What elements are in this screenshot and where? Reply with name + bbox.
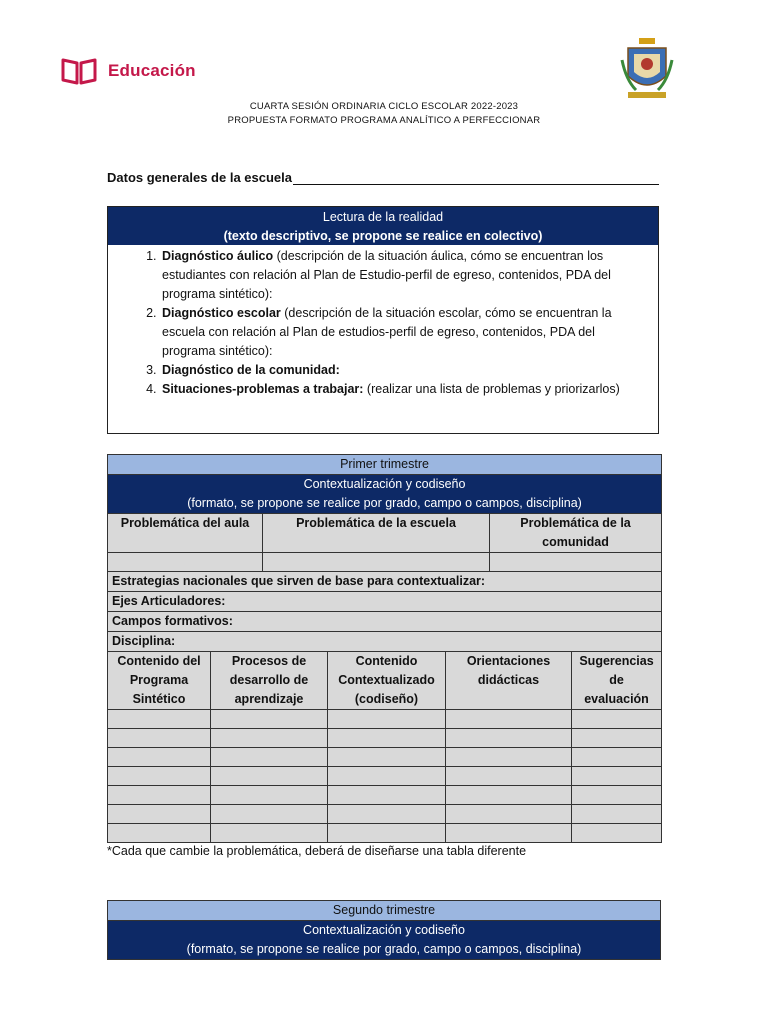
table-cell[interactable] [572,805,662,824]
reading-reality-box [107,206,659,434]
item-title: Diagnóstico escolar [162,306,281,320]
table-cell[interactable] [572,767,662,786]
table-cell[interactable] [572,729,662,748]
table-cell[interactable] [211,710,328,729]
header-didactic-guidelines: Orientaciones didácticas [446,652,572,710]
second-trimester-table [107,900,661,960]
trimester-title: Segundo trimestre [108,901,661,921]
list-item [160,247,650,304]
subheader-line-1: Contextualización y codiseño [303,923,465,937]
cell-problem-classroom[interactable] [108,553,263,572]
table-cell[interactable] [108,824,211,843]
table-cell[interactable] [211,729,328,748]
header-problem-school: Problemática de la escuela [263,514,490,553]
header-contextualized-content: Contenido Contextualizado (codiseño) [328,652,446,710]
table-cell[interactable] [211,824,328,843]
table-cell[interactable] [328,824,446,843]
item-text: (descripción de la situación áulica, cómo se encuentran los estudiantes con relación al Plan de Estudio-perfil de egreso, contenidos, PDA del programa sintético): [162,249,611,301]
table-cell[interactable] [446,748,572,767]
header-content-synthetic: Contenido del Programa Sintético [108,652,211,710]
table-cell[interactable] [328,710,446,729]
item-title: Diagnóstico de la comunidad: [162,363,340,377]
document-heading [0,100,768,128]
table-cell[interactable] [211,786,328,805]
heading-line-1: CUARTA SESIÓN ORDINARIA CICLO ESCOLAR 2022-2023 [249,101,519,112]
table-cell[interactable] [108,805,211,824]
table-cell[interactable] [572,748,662,767]
item-text: (realizar una lista de problemas y priorizarlos) [363,382,620,396]
list-item [160,380,650,399]
book-icon [60,56,98,86]
education-logo [60,56,196,86]
trimester-title: Primer trimestre [108,455,662,475]
brand-name: Educación [108,61,196,80]
fields-label: Campos formativos: [108,612,662,632]
cell-problem-community[interactable] [490,553,662,572]
table-cell[interactable] [446,786,572,805]
table-cell[interactable] [446,767,572,786]
table-cell[interactable] [108,729,211,748]
table-cell[interactable] [108,710,211,729]
header-problem-community: Problemática de la comunidad [490,514,662,553]
table-cell[interactable] [211,767,328,786]
table-cell[interactable] [108,786,211,805]
reading-title: Lectura de la realidad [322,210,444,224]
table-row [108,767,662,786]
discipline-label: Disciplina: [108,632,662,652]
table-cell[interactable] [446,710,572,729]
table-cell[interactable] [572,824,662,843]
table-row [108,824,662,843]
cell-problem-school[interactable] [263,553,490,572]
trimester-subheader [108,475,662,514]
item-title: Situaciones-problemas a trabajar: [162,382,364,396]
table-row [108,729,662,748]
subheader-line-1: Contextualización y codiseño [303,477,466,491]
school-seal-icon [620,36,674,104]
table-cell[interactable] [108,767,211,786]
table-cell[interactable] [446,729,572,748]
table-cell[interactable] [328,748,446,767]
header-evaluation-suggestions: Sugerencias de evaluación [572,652,662,710]
header-problem-classroom: Problemática del aula [108,514,263,553]
table-cell[interactable] [328,767,446,786]
item-title: Diagnóstico áulico [162,249,274,263]
general-data-label: Datos generales de la escuela [107,170,292,185]
trimester-subheader [108,921,661,960]
table-cell[interactable] [328,805,446,824]
general-data-underline[interactable] [293,172,659,185]
table-row [108,748,662,767]
general-data-field [107,170,659,185]
reading-reality-header [108,207,658,245]
table-cell[interactable] [572,786,662,805]
subheader-line-2: (formato, se propone se realice por grado, campo o campos, disciplina) [187,496,582,510]
table-cell[interactable] [211,805,328,824]
axes-label: Ejes Articuladores: [108,592,662,612]
table-cell[interactable] [446,805,572,824]
table-cell[interactable] [446,824,572,843]
table-cell[interactable] [328,729,446,748]
footnote: *Cada que cambie la problemática, deberá de diseñarse una tabla diferente [107,844,527,858]
table-row [108,805,662,824]
table-cell[interactable] [211,748,328,767]
table-cell[interactable] [328,786,446,805]
table-cell[interactable] [108,748,211,767]
first-trimester-table [107,454,662,843]
heading-line-2: PROPUESTA FORMATO PROGRAMA ANALÍTICO A PERFECCIONAR [227,115,541,126]
table-cell[interactable] [572,710,662,729]
item-text: (descripción de la situación escolar, cómo se encuentran la escuela con relación al Plan de estudios-perfil de egreso, contenidos, PDA del programa sintético): [162,306,612,358]
table-row [108,710,662,729]
diagnosis-list [108,247,658,399]
subheader-line-2: (formato, se propone se realice por grado, campo o campos, disciplina) [186,942,582,956]
header-learning-processes: Procesos de desarrollo de aprendizaje [211,652,328,710]
list-item [160,304,650,361]
table-row [108,786,662,805]
reading-subtitle: (texto descriptivo, se propone se realice en colectivo) [223,229,543,243]
strategies-label: Estrategias nacionales que sirven de base para contextualizar: [108,572,662,592]
list-item [160,361,650,380]
